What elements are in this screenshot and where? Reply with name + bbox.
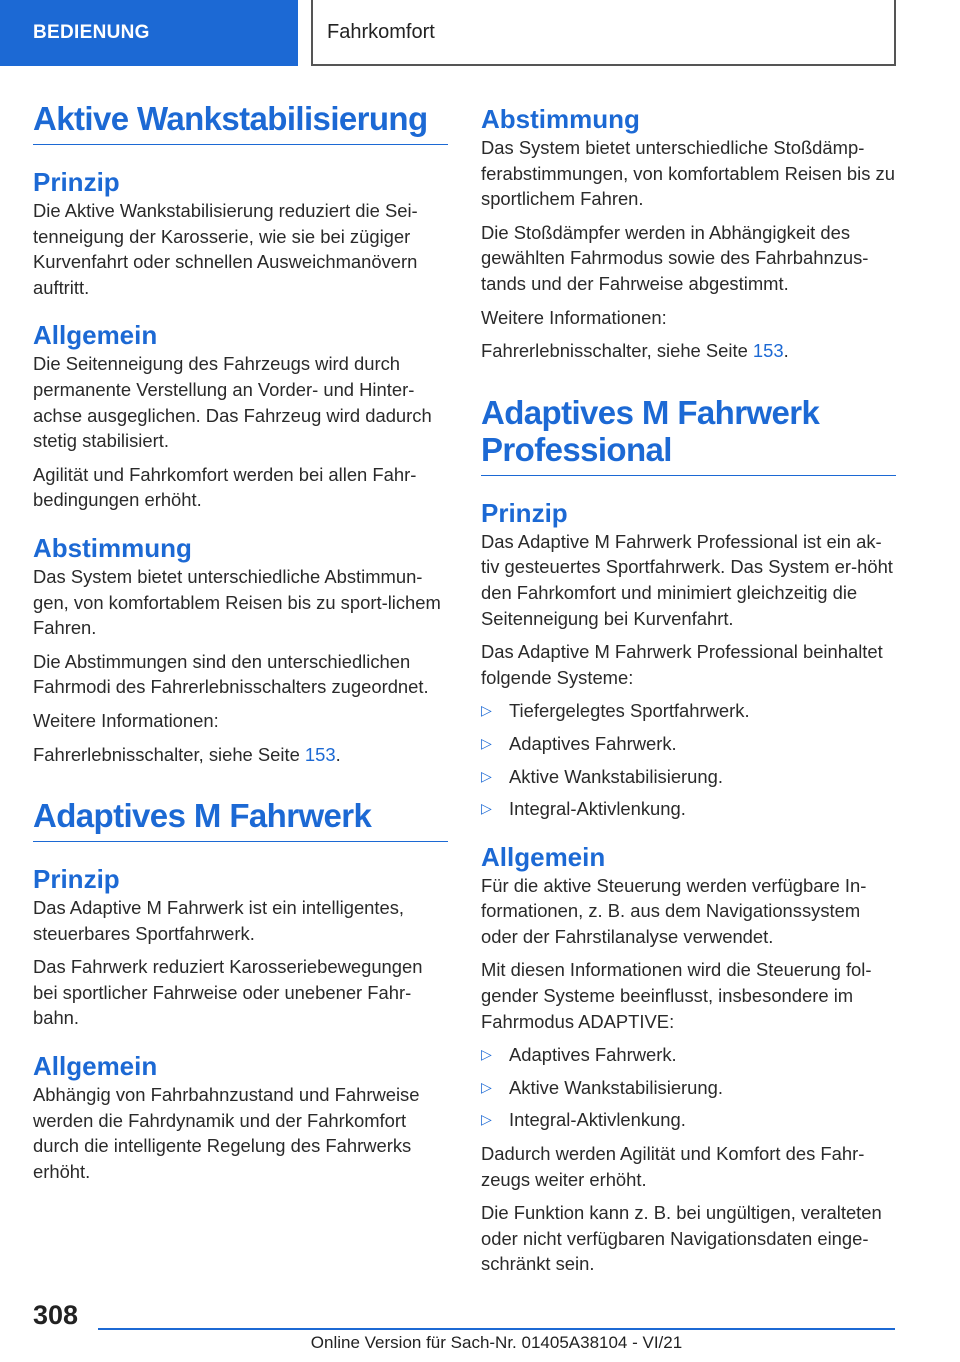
paragraph: Abhängig von Fahrbahnzustand und Fahrweise werden die Fahrdynamik und der Fahrkomfort durch die intelligente Regelung des Fahrwerks erhöht. [33,1084,420,1182]
triangle-right-icon: ▷ [481,800,492,817]
reference-text: Fahrerlebnisschalter, siehe Seite [33,743,305,765]
paragraph: Die Aktive Wankstabilisierung reduziert die Sei-tenneigung der Karosserie, wie sie bei zügiger Kurvenfahrt oder schnellen Ausweichmanövern auftritt. [33,200,418,298]
triangle-right-icon: ▷ [481,1078,492,1095]
section-allgemein [33,320,448,513]
reference-text: Fahrerlebnisschalter, siehe Seite [481,340,753,362]
paragraph: Das System bietet unterschiedliche Abstimmun-gen, von komfortablem Reisen bis zu sport-lichem Fahren. [33,565,441,639]
paragraph: Mit diesen Informationen wird die Steuerung fol-gender Systeme beeinflusst, insbesondere im Fahrmodus ADAPTIVE: [481,959,872,1032]
reference-end: . [335,743,341,765]
section-header [311,0,896,66]
section-prinzip [481,498,896,822]
list-item: ▷ Integral-Aktivlenkung. [481,796,896,822]
paragraph: Für die aktive Steuerung werden verfügbare In-formationen, z. B. aus dem Navigationssystem oder der Fahrstilanalyse verwendet. [481,874,867,947]
triangle-right-icon: ▷ [481,702,492,719]
heading-allgemein: Allgemein [481,841,606,872]
triangle-right-icon: ▷ [481,734,492,751]
paragraph: Das Adaptive M Fahrwerk Professional ist ein ak-tiv gesteuertes Sportfahrwerk. Das System er-höht den Fahrkomfort und minimiert gleichzeitig die Seitenneigung bei Kurvenfahrt. [481,530,893,629]
heading-prinzip: Prinzip [481,497,568,528]
paragraph: Das Fahrwerk reduziert Karosseriebewegungen bei sportlicher Fahrweise oder unebener Fahr-bahn. [33,956,423,1029]
heading-allgemein: Allgemein [33,1051,158,1082]
reference-paragraph [481,338,896,364]
paragraph: Die Stoßdämpfer werden in Abhängigkeit des gewählten Fahrmodus sowie des Fahrbahnzus-tands und der Fahrweise abgestimmt. [481,221,869,294]
footer-text: Online Version für Sach-Nr. 01405A38104 - VI/21 [310,1333,683,1352]
section-abstimmung [33,533,448,767]
list-item: ▷ Aktive Wankstabilisierung. [481,764,896,790]
paragraph: Die Abstimmungen sind den unterschiedlichen Fahrmodi des Fahrerlebnisschalters zugeordnet. [33,650,429,698]
chapter-tab [0,0,298,66]
list-item: ▷ Adaptives Fahrwerk. [481,1042,896,1068]
section-title: Adaptives M Fahrwerk [33,797,448,842]
section-abstimmung [481,104,896,364]
page-link[interactable]: 153 [752,340,784,362]
list-item: ▷ Aktive Wankstabilisierung. [481,1075,896,1101]
page-link[interactable]: 153 [304,743,336,765]
heading-prinzip: Prinzip [33,864,120,895]
section-label: Fahrkomfort [327,20,435,43]
heading-allgemein: Allgemein [33,320,158,351]
page-number: 308 [33,1300,79,1330]
paragraph: Weitere Informationen: [481,306,667,328]
section-allgemein-2 [33,1051,448,1184]
page-title: Aktive Wankstabilisierung [33,100,448,145]
paragraph: Das Adaptive M Fahrwerk ist ein intelligentes, steuerbares Sportfahrwerk. [33,897,405,944]
paragraph: Die Funktion kann z. B. bei ungültigen, veralteten oder nicht verfügbaren Navigationsdaten einge-schränkt sein. [481,1202,882,1275]
triangle-right-icon: ▷ [481,1111,492,1128]
paragraph: Das Adaptive M Fahrwerk Professional beinhaltet folgende Systeme: [481,641,883,688]
heading-abstimmung: Abstimmung [481,104,640,134]
reference-end: . [783,340,789,362]
section-title: Adaptives M Fahrwerk Professional [481,394,896,476]
triangle-right-icon: ▷ [481,767,492,784]
paragraph: Dadurch werden Agilität und Komfort des Fahr-zeugs weiter erhöht. [481,1143,865,1190]
section-prinzip [33,167,448,300]
section-prinzip-2 [33,864,448,1031]
system-list [481,698,896,821]
heading-abstimmung: Abstimmung [33,532,192,563]
reference-paragraph [33,742,448,768]
right-column [481,104,896,1297]
paragraph: Agilität und Fahrkomfort werden bei allen Fahr-bedingungen erhöht. [33,463,417,511]
triangle-right-icon: ▷ [481,1046,492,1063]
list-item: ▷ Integral-Aktivlenkung. [481,1107,896,1133]
footer-divider [98,1328,895,1330]
paragraph: Die Seitenneigung des Fahrzeugs wird durch permanente Verstellung an Vorder- und Hinter-achse ausgeglichen. Das Fahrzeug wird dadurch stetig stabilisiert. [33,353,432,452]
section-allgemein [481,842,896,1277]
list-item: ▷ Tiefergelegtes Sportfahrwerk. [481,698,896,724]
system-list [481,1042,896,1133]
heading-prinzip: Prinzip [33,167,120,197]
paragraph: Weitere Informationen: [33,709,219,731]
list-item: ▷ Adaptives Fahrwerk. [481,731,896,757]
chapter-label: BEDIENUNG [33,22,150,43]
paragraph: Das System bietet unterschiedliche Stoßdämp-ferabstimmungen, von komfortablem Reisen bis zu sportlichem Fahren. [481,137,895,210]
left-column [33,100,448,1204]
